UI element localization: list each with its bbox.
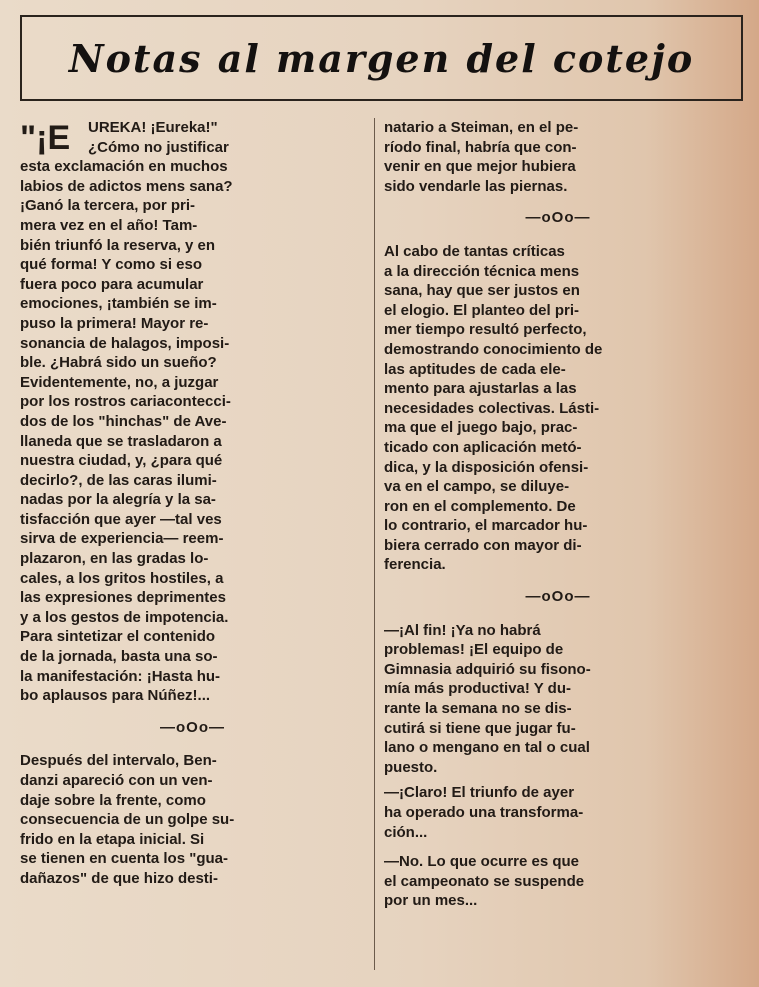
right-column: [384, 118, 732, 911]
text-line: el elogio. El planteo del pri-: [384, 301, 580, 319]
text-line: ferencia.: [384, 556, 446, 574]
text-line: mento para ajustarlas a las: [384, 380, 577, 398]
text-line: —No. Lo que ocurre es que: [384, 853, 580, 871]
text-line: UREKA! ¡Eureka!": [88, 119, 218, 136]
text-line: puesto.: [384, 758, 438, 776]
text-line: frido en la etapa inicial. Si: [20, 830, 205, 848]
text-line: dañazos" de que hizo desti-: [20, 869, 218, 887]
text-line: problemas! ¡El equipo de: [384, 641, 564, 659]
text-line: sana, hay que ser justos en: [384, 282, 580, 300]
text-line: ¡Ganó la tercera, por pri-: [20, 197, 196, 215]
text-line: demostrando conocimiento de: [384, 340, 603, 358]
text-line: ticado con aplicación metó-: [384, 438, 582, 456]
text-line: esta exclamación en muchos: [20, 158, 228, 176]
text-line: ha operado una transforma-: [384, 804, 584, 821]
headline: Notas al margen del cotejo: [68, 35, 695, 81]
text-line: venir en que mejor hubiera: [384, 158, 576, 176]
text-line: dica, y la disposición ofensi-: [384, 458, 589, 476]
text-line: Gimnasia adquirió su fisono-: [384, 660, 591, 678]
text-line: puso la primera! Mayor re-: [20, 314, 209, 332]
text-line: qué forma! Y como si eso: [20, 256, 202, 274]
paragraph-claro: [384, 783, 732, 842]
text-line: ción...: [384, 823, 428, 841]
text-line: llaneda que se trasladaron a: [20, 432, 222, 450]
text-line: Después del intervalo, Ben-: [20, 752, 217, 770]
text-line: por un mes...: [384, 892, 478, 910]
text-line: —¡Al fin! ¡Ya no habrá: [384, 621, 541, 639]
text-line: daje sobre la frente, como: [20, 791, 206, 809]
text-line: y a los gestos de impotencia.: [20, 608, 229, 626]
paragraph-direccion-tecnica: [384, 242, 732, 575]
paragraph-eureka: [20, 157, 365, 706]
separator: —oOo—: [160, 718, 225, 736]
text-line: la manifestación: ¡Hasta hu-: [20, 667, 221, 685]
paragraph-intervalo: [20, 751, 365, 888]
text-line: biera cerrado con mayor di-: [384, 536, 582, 554]
text-line: ¿Cómo no justificar: [88, 138, 229, 156]
text-line: labios de adictos mens sana?: [20, 177, 233, 195]
text-line: lano o mengano en tal o cual: [384, 739, 590, 757]
text-line: bo aplausos para Núñez!...: [20, 687, 211, 705]
text-line: —¡Claro! El triunfo de ayer: [384, 784, 575, 802]
paragraph-intervalo-cont: [384, 118, 732, 196]
text-line: natario a Steiman, en el pe-: [384, 119, 579, 136]
text-line: las aptitudes de cada ele-: [384, 360, 566, 378]
text-line: ríodo final, habría que con-: [384, 138, 577, 156]
text-line: va en el campo, se diluye-: [384, 478, 570, 496]
drop-cap: "¡E: [20, 119, 71, 157]
text-line: a la dirección técnica mens: [384, 262, 580, 280]
text-line: ron en el complemento. De: [384, 497, 576, 515]
text-line: cutirá si tiene que jugar fu-: [384, 719, 576, 737]
text-line: por los rostros cariacontecci-: [20, 393, 231, 411]
text-line: fuera poco para acumular: [20, 275, 204, 293]
text-line: el campeonato se suspende: [384, 872, 585, 890]
text-line: sido vendarle las piernas.: [384, 177, 568, 195]
opening-paragraph: [20, 118, 365, 157]
text-line: Evidentemente, no, a juzgar: [20, 373, 219, 391]
text-line: nuestra ciudad, y, ¿para qué: [20, 452, 223, 470]
text-line: cales, a los gritos hostiles, a: [20, 569, 224, 587]
left-column: [20, 118, 365, 889]
text-line: tisfacción que ayer —tal ves: [20, 510, 222, 528]
text-line: consecuencia de un golpe su-: [20, 811, 235, 829]
text-line: ma que el juego bajo, prac-: [384, 419, 578, 437]
text-line: mer tiempo resultó perfecto,: [384, 321, 587, 339]
text-line: Para sintetizar el contenido: [20, 628, 216, 646]
text-line: se tienen en cuenta los "gua-: [20, 850, 228, 868]
paragraph-al-fin: [384, 621, 732, 778]
separator: —oOo—: [525, 209, 591, 227]
text-line: ble. ¿Habrá sido un sueño?: [20, 354, 217, 372]
paragraph-campeonato: [384, 852, 732, 911]
text-line: Al cabo de tantas críticas: [384, 242, 565, 260]
text-line: emociones, ¡también se im-: [20, 295, 217, 313]
text-line: necesidades colectivas. Lásti-: [384, 399, 600, 417]
text-line: mera vez en el año! Tam-: [20, 216, 198, 234]
text-line: bién triunfó la reserva, y en: [20, 236, 216, 254]
text-line: plazaron, en las gradas lo-: [20, 550, 209, 568]
headline-box: [20, 15, 743, 101]
text-line: mía más productiva! Y du-: [384, 680, 571, 698]
text-line: dos de los "hinchas" de Ave-: [20, 412, 227, 430]
text-line: sonancia de halagos, imposi-: [20, 334, 230, 352]
text-line: lo contrario, el marcador hu-: [384, 517, 588, 535]
text-line: rante la semana no se dis-: [384, 700, 572, 718]
text-line: sirva de experiencia— reem-: [20, 530, 224, 548]
text-line: nadas por la alegría y la sa-: [20, 491, 216, 509]
text-line: las expresiones deprimentes: [20, 589, 226, 607]
column-divider: [374, 118, 375, 970]
text-line: de la jornada, basta una so-: [20, 648, 218, 666]
text-line: danzi apareció con un ven-: [20, 772, 213, 789]
text-line: decirlo?, de las caras ilumi-: [20, 471, 217, 489]
separator: —oOo—: [525, 588, 591, 606]
